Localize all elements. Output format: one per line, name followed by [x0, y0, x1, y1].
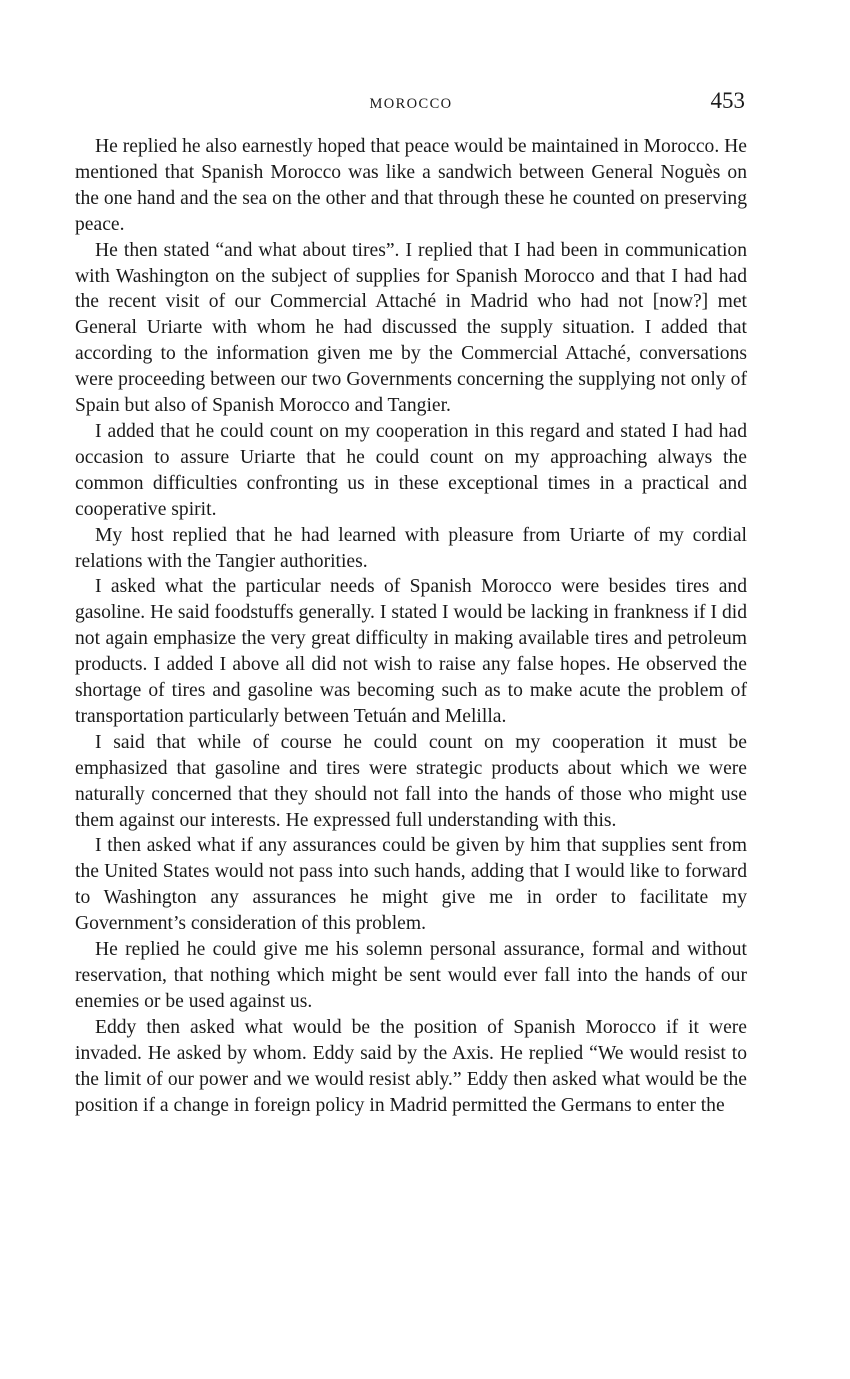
paragraph-8: He replied he could give me his solemn personal assurance, formal and without reservation, that nothing which might be sent would ever fall into the hands of our enemies or be used against us.	[75, 939, 747, 1012]
document-page	[75, 88, 747, 1118]
running-title: MOROCCO	[369, 96, 453, 112]
paragraph-1: He replied he also earnestly hoped that peace would be maintained in Morocco. He mentioned that Spanish Morocco was like a sandwich between General Noguès on the one hand and the sea on the other and that through these he counted on preserving peace.	[75, 136, 747, 235]
paragraph-7: I then asked what if any assurances could be given by him that supplies sent from the United States would not pass into such hands, adding that I would like to forward to Washington any assurances he might give me in order to facilitate my Government’s consideration of this problem.	[75, 835, 747, 935]
paragraph-2: He then stated “and what about tires”. I replied that I had been in communication with Washington on the subject of supplies for Spanish Morocco and that I had had the recent visit of our Commercial Attaché in Madrid who had not [now?] met General Uriarte with whom he had discussed the supply situation. I added that according to the information given me by the Commercial Attaché, conversations were proceeding between our two Governments concerning the supplying not only of Spain but also of Spanish Morocco and Tangier.	[75, 239, 747, 417]
body-text	[75, 134, 747, 1118]
running-header	[75, 88, 747, 128]
page-number: 453	[710, 88, 745, 113]
paragraph-5: I asked what the particular needs of Spanish Morocco were besides tires and gasoline. He said foodstuffs generally. I stated I would be lacking in frankness if I did not again emphasize the very great difficulty in making available tires and petroleum products. I added I above all did not wish to raise any false hopes. He observed the shortage of tires and gasoline was becoming such as to make acute the problem of transportation particularly between Tetuán and Melilla.	[75, 576, 747, 727]
paragraph-9: Eddy then asked what would be the position of Spanish Morocco if it were invaded. He asked by whom. Eddy said by the Axis. He replied “We would resist to the limit of our power and we would resist ably.” Eddy then asked what would be the position if a change in foreign policy in Madrid permitted the Germans to enter the	[75, 1016, 747, 1116]
paragraph-3: I added that he could count on my cooperation in this regard and stated I had had occasion to assure Uriarte that he could count on my approaching always the common difficulties confronting us in these exceptional times in a practical and cooperative spirit.	[75, 420, 747, 520]
paragraph-6: I said that while of course he could count on my cooperation it must be emphasized that gasoline and tires were strategic products about which we were naturally concerned that they should not fall into the hands of those who might use them against our interests. He expressed full understanding with this.	[75, 731, 747, 831]
paragraph-4: My host replied that he had learned with pleasure from Uriarte of my cordial relations with the Tangier authorities.	[75, 524, 747, 572]
